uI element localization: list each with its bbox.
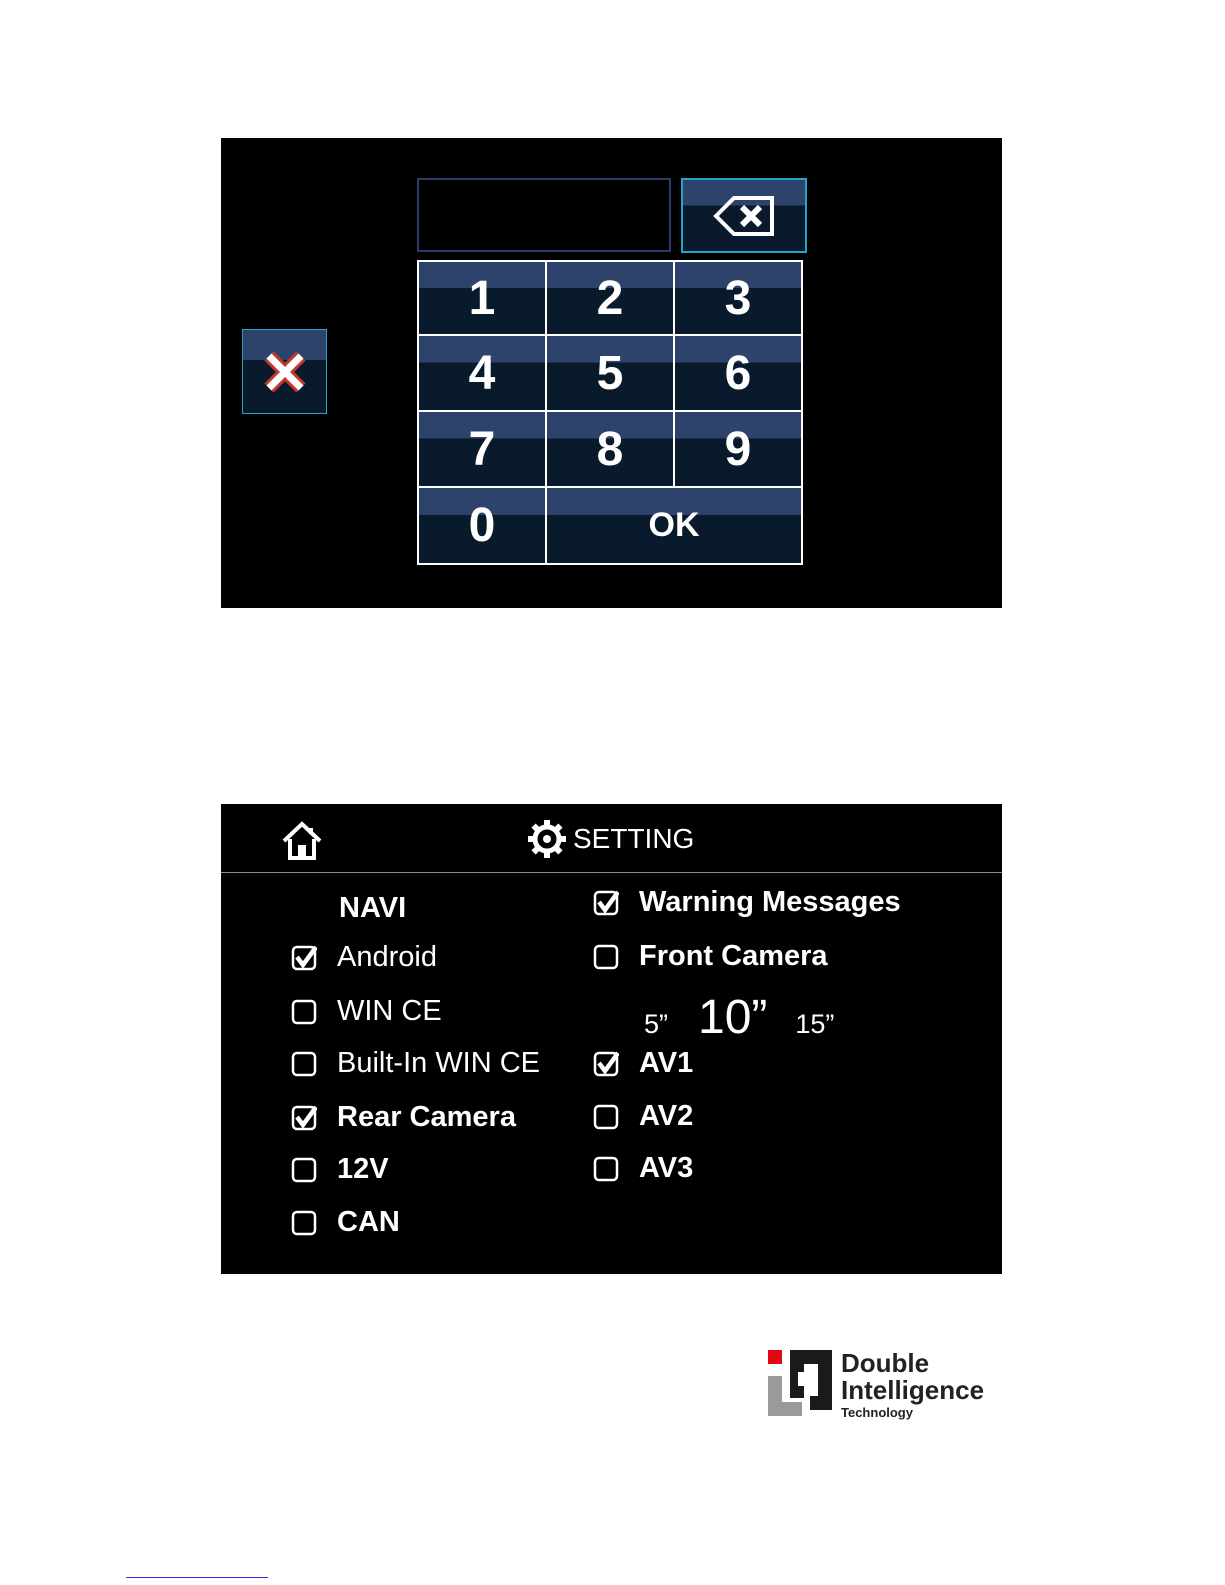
settings-title-group	[527, 819, 694, 859]
checkbox-unchecked-icon[interactable]	[291, 999, 317, 1025]
key-2[interactable]: 2	[545, 260, 675, 336]
key-4[interactable]: 4	[417, 334, 547, 412]
option-built-in-win-ce[interactable]	[291, 1047, 540, 1080]
checkbox-checked-icon[interactable]	[291, 945, 317, 971]
option-label: Front Camera	[639, 940, 828, 972]
pin-display-field[interactable]	[417, 178, 671, 252]
option-av1[interactable]	[593, 1047, 693, 1080]
checkbox-unchecked-icon[interactable]	[593, 944, 619, 970]
option-warning-messages[interactable]	[593, 886, 901, 919]
ok-button[interactable]: OK	[545, 486, 803, 565]
checkbox-unchecked-icon[interactable]	[291, 1157, 317, 1183]
option-android[interactable]	[291, 941, 437, 974]
company-logo	[768, 1350, 984, 1419]
cancel-button[interactable]	[242, 329, 327, 414]
key-9[interactable]: 9	[673, 410, 803, 488]
option-av3[interactable]	[593, 1152, 693, 1185]
backspace-icon	[712, 194, 776, 238]
checkbox-unchecked-icon[interactable]	[593, 1104, 619, 1130]
option-12v[interactable]	[291, 1153, 389, 1186]
settings-header	[221, 804, 1002, 873]
size-option-5[interactable]: 5”	[644, 1009, 669, 1039]
checkbox-unchecked-icon[interactable]	[291, 1210, 317, 1236]
screen-size-selector	[644, 990, 834, 1045]
option-label: Android	[337, 941, 437, 973]
size-option-10[interactable]: 10”	[698, 991, 768, 1044]
option-label: AV2	[639, 1100, 694, 1132]
close-icon	[261, 348, 309, 396]
key-3[interactable]: 3	[673, 260, 803, 336]
key-8[interactable]: 8	[545, 410, 675, 488]
option-win-ce[interactable]	[291, 995, 442, 1028]
option-label: AV1	[639, 1047, 694, 1079]
checkbox-checked-icon[interactable]	[291, 1105, 317, 1131]
checkbox-checked-icon[interactable]	[593, 1051, 619, 1077]
page-title: SETTING	[573, 823, 695, 854]
option-label: WIN CE	[337, 995, 442, 1027]
option-rear-camera[interactable]	[291, 1101, 516, 1134]
size-option-15[interactable]: 15”	[795, 1009, 835, 1039]
option-can[interactable]	[291, 1206, 400, 1239]
key-0[interactable]: 0	[417, 486, 547, 565]
logo-line-1: Double	[841, 1348, 930, 1378]
option-label: Built-In WIN CE	[337, 1047, 541, 1079]
option-av2[interactable]	[593, 1100, 693, 1133]
footer-link-underline	[126, 1577, 268, 1578]
backspace-button[interactable]	[681, 178, 807, 253]
key-1[interactable]: 1	[417, 260, 547, 336]
checkbox-checked-icon[interactable]	[593, 890, 619, 916]
gear-icon	[527, 819, 567, 859]
option-label: Rear Camera	[337, 1101, 516, 1133]
logo-wordmark	[841, 1350, 984, 1419]
option-front-camera[interactable]	[593, 940, 828, 973]
checkbox-unchecked-icon[interactable]	[593, 1156, 619, 1182]
logo-line-3: Technology	[841, 1405, 913, 1420]
key-7[interactable]: 7	[417, 410, 547, 488]
checkbox-unchecked-icon[interactable]	[291, 1051, 317, 1077]
option-label: 12V	[337, 1153, 389, 1185]
navi-heading: NAVI	[339, 892, 407, 924]
option-label: AV3	[639, 1152, 694, 1184]
key-6[interactable]: 6	[673, 334, 803, 412]
key-5[interactable]: 5	[545, 334, 675, 412]
option-label: Warning Messages	[639, 886, 901, 918]
double-intelligence-logo-icon	[768, 1350, 832, 1416]
pin-keypad-screen	[221, 138, 1002, 608]
settings-screen	[221, 804, 1002, 1274]
logo-line-2: Intelligence	[841, 1375, 985, 1405]
option-label: CAN	[337, 1206, 400, 1238]
home-icon[interactable]	[281, 821, 323, 861]
